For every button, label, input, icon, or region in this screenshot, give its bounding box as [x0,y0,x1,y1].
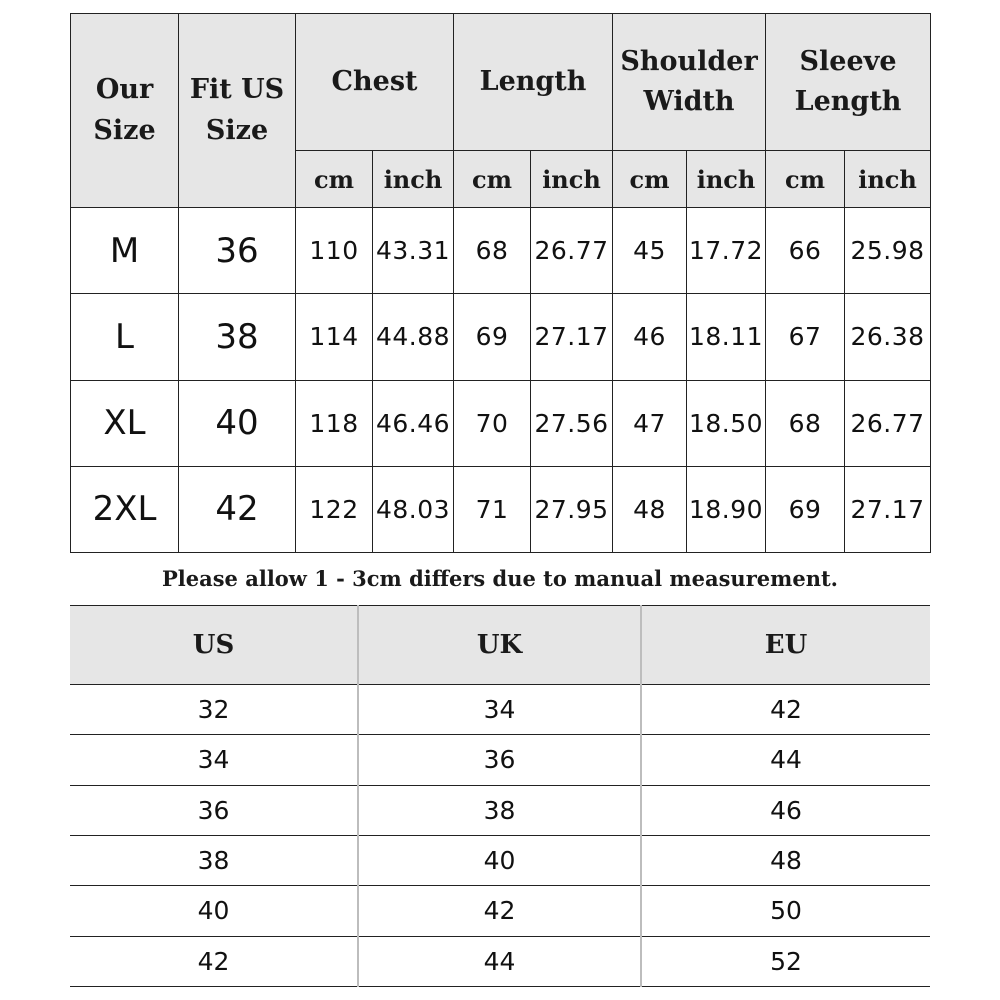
cell-sleeve-inch: 26.77 [845,380,931,466]
cell-sleeve-cm: 69 [766,466,845,552]
header-uk: UK [358,606,641,685]
size-row-2xl [71,466,931,552]
cell-chest-inch: 46.46 [373,380,454,466]
cell-length-cm: 69 [454,294,531,380]
conversion-row [70,835,930,885]
header-length-cm: cm [454,151,531,208]
cell-us: 36 [70,785,358,835]
cell-eu: 46 [641,785,930,835]
cell-length-cm: 68 [454,208,531,294]
cell-length-cm: 71 [454,466,531,552]
header-chest: Chest [296,14,454,151]
cell-sleeve-inch: 26.38 [845,294,931,380]
cell-eu: 50 [641,886,930,936]
header-chest-inch: inch [373,151,454,208]
cell-sleeve-cm: 68 [766,380,845,466]
cell-uk: 44 [358,936,641,986]
header-length-inch: inch [531,151,613,208]
cell-chest-cm: 110 [296,208,373,294]
cell-us-size: 40 [179,380,296,466]
header-sleeve-length: Sleeve Length [766,14,931,151]
measurement-note: Please allow 1 - 3cm differs due to manual measurement. [162,566,838,591]
size-conversion-table [70,605,930,987]
header-length: Length [454,14,613,151]
header-fit-us-size: Fit US Size [179,14,296,208]
cell-shoulder-inch: 18.50 [687,380,766,466]
header-shoulder-cm: cm [613,151,687,208]
cell-eu: 44 [641,735,930,785]
cell-length-inch: 26.77 [531,208,613,294]
cell-our-size: XL [71,380,179,466]
header-our-size: Our Size [71,14,179,208]
cell-shoulder-cm: 47 [613,380,687,466]
cell-chest-inch: 48.03 [373,466,454,552]
header-eu: EU [641,606,930,685]
header-shoulder-width: Shoulder Width [613,14,766,151]
cell-uk: 34 [358,685,641,735]
cell-us: 38 [70,835,358,885]
cell-chest-cm: 118 [296,380,373,466]
cell-uk: 40 [358,835,641,885]
header-us: US [70,606,358,685]
cell-shoulder-cm: 45 [613,208,687,294]
cell-chest-inch: 44.88 [373,294,454,380]
cell-us-size: 42 [179,466,296,552]
cell-sleeve-inch: 25.98 [845,208,931,294]
cell-chest-cm: 114 [296,294,373,380]
cell-us: 42 [70,936,358,986]
cell-uk: 38 [358,785,641,835]
cell-us-size: 36 [179,208,296,294]
cell-sleeve-cm: 67 [766,294,845,380]
cell-length-inch: 27.17 [531,294,613,380]
cell-uk: 36 [358,735,641,785]
cell-shoulder-inch: 18.11 [687,294,766,380]
conversion-row [70,936,930,986]
header-chest-cm: cm [296,151,373,208]
cell-eu: 52 [641,936,930,986]
conversion-row [70,785,930,835]
conversion-row [70,685,930,735]
header-sleeve-cm: cm [766,151,845,208]
cell-us: 40 [70,886,358,936]
cell-length-inch: 27.56 [531,380,613,466]
cell-our-size: L [71,294,179,380]
cell-uk: 42 [358,886,641,936]
cell-shoulder-cm: 48 [613,466,687,552]
cell-shoulder-inch: 18.90 [687,466,766,552]
cell-chest-cm: 122 [296,466,373,552]
header-sleeve-inch: inch [845,151,931,208]
cell-our-size: 2XL [71,466,179,552]
size-chart-table [70,13,931,553]
cell-us-size: 38 [179,294,296,380]
size-row-m [71,208,931,294]
conversion-row [70,886,930,936]
cell-length-cm: 70 [454,380,531,466]
cell-eu: 48 [641,835,930,885]
cell-sleeve-inch: 27.17 [845,466,931,552]
cell-eu: 42 [641,685,930,735]
cell-us: 32 [70,685,358,735]
size-row-l [71,294,931,380]
cell-us: 34 [70,735,358,785]
cell-our-size: M [71,208,179,294]
size-row-xl [71,380,931,466]
cell-sleeve-cm: 66 [766,208,845,294]
header-shoulder-inch: inch [687,151,766,208]
cell-length-inch: 27.95 [531,466,613,552]
cell-chest-inch: 43.31 [373,208,454,294]
conversion-row [70,735,930,785]
cell-shoulder-cm: 46 [613,294,687,380]
cell-shoulder-inch: 17.72 [687,208,766,294]
